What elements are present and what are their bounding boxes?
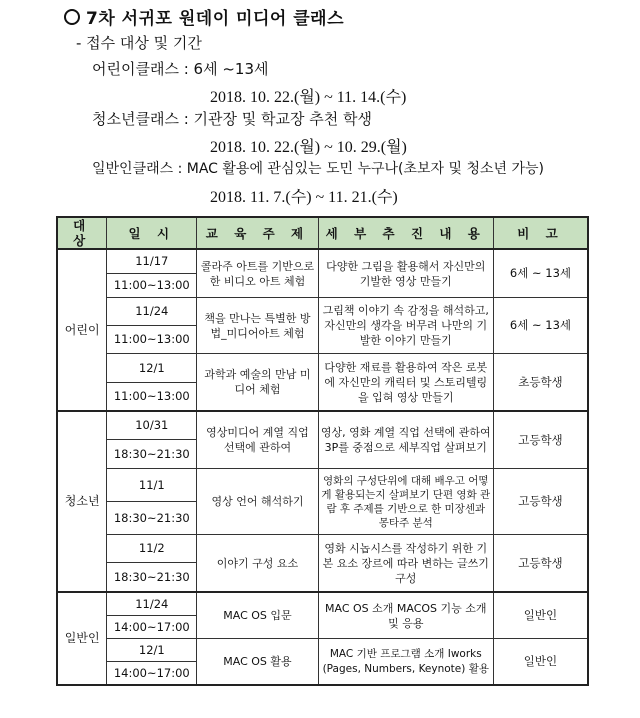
header-detail: 세 부 추 진 내 용 (318, 217, 493, 249)
category-cell: 일반인 (57, 592, 107, 685)
schedule-table (56, 216, 589, 686)
title-text: 7차 서귀포 원데이 미디어 클래스 (86, 9, 344, 29)
time-cell: 14:00~17:00 (107, 616, 197, 639)
date-cell: 11/1 (107, 469, 197, 502)
date-cell: 11/24 (107, 592, 197, 616)
detail-cell: 그림책 이야기 속 감정을 해석하고, 자신만의 생각을 버무려 나만의 기발한 이야기 만들기 (318, 298, 493, 354)
topic-cell: MAC OS 입문 (197, 592, 318, 639)
topic-cell: MAC OS 활용 (197, 639, 318, 686)
date-cell: 12/1 (107, 639, 197, 662)
eligibility-label-children: 어린이클래스 : 6세 ~13세 (92, 60, 269, 78)
note-cell: 고등학생 (493, 535, 588, 593)
time-cell: 18:30~21:30 (107, 502, 197, 535)
table-row (57, 639, 588, 662)
eligibility-period-adults: 2018. 11. 7.(수) ~ 11. 21.(수) (210, 189, 398, 206)
topic-cell: 이야기 구성 요소 (197, 535, 318, 593)
page-title (64, 4, 344, 29)
note-cell: 6세 ~ 13세 (493, 298, 588, 354)
table-row (57, 354, 588, 383)
detail-cell: 다양한 그림을 활용해서 자신만의 기발한 영상 만들기 (318, 249, 493, 298)
date-cell: 11/24 (107, 298, 197, 326)
section-subtitle: - 접수 대상 및 기간 (76, 34, 202, 52)
time-cell: 11:00~13:00 (107, 274, 197, 298)
topic-cell: 책을 만나는 특별한 방법_미디어아트 체험 (197, 298, 318, 354)
table-row (57, 298, 588, 326)
table-row (57, 249, 588, 274)
header-note: 비 고 (493, 217, 588, 249)
table-header-row (57, 217, 588, 249)
date-cell: 12/1 (107, 354, 197, 383)
topic-cell: 영상미디어 계열 직업 선택에 관하여 (197, 411, 318, 469)
note-cell: 일반인 (493, 592, 588, 639)
table-row (57, 469, 588, 502)
time-cell: 18:30~21:30 (107, 440, 197, 469)
header-datetime: 일 시 (107, 217, 197, 249)
eligibility-period-children: 2018. 10. 22.(월) ~ 11. 14.(수) (210, 89, 407, 106)
time-cell: 11:00~13:00 (107, 326, 197, 354)
detail-cell: MAC OS 소개 MACOS 기능 소개 및 응용 (318, 592, 493, 639)
detail-cell: 영상, 영화 계열 직업 선택에 관하여 3P를 중점으로 세부직업 살펴보기 (318, 411, 493, 469)
category-cell: 어린이 (57, 249, 107, 411)
detail-cell: MAC 기반 프로그램 소개 Iworks (Pages, Numbers, Keynote) 활용 (318, 639, 493, 686)
note-cell: 고등학생 (493, 469, 588, 535)
topic-cell: 과학과 예술의 만남 미디어 체험 (197, 354, 318, 412)
note-cell: 6세 ~ 13세 (493, 249, 588, 298)
date-cell: 10/31 (107, 411, 197, 440)
date-cell: 11/2 (107, 535, 197, 563)
detail-cell: 영화의 구성단위에 대해 배우고 어떻게 활용되는지 살펴보기 단편 영화 관람 후 주제를 기반으로 한 미장센과 몽타주 분석 (318, 469, 493, 535)
topic-cell: 영상 언어 해석하기 (197, 469, 318, 535)
table-row (57, 535, 588, 563)
note-cell: 초등학생 (493, 354, 588, 412)
time-cell: 11:00~13:00 (107, 383, 197, 412)
time-cell: 18:30~21:30 (107, 563, 197, 593)
note-cell: 고등학생 (493, 411, 588, 469)
time-cell: 14:00~17:00 (107, 662, 197, 686)
eligibility-label-teens: 청소년클래스 : 기관장 및 학교장 추천 학생 (92, 110, 372, 128)
table-row (57, 592, 588, 616)
eligibility-period-teens: 2018. 10. 22.(월) ~ 10. 29.(월) (210, 139, 407, 156)
detail-cell: 다양한 재료를 활용하여 작은 로봇에 자신만의 캐릭터 및 스토리텔링을 입혀 영상 만들기 (318, 354, 493, 412)
note-cell: 일반인 (493, 639, 588, 686)
detail-cell: 영화 시놉시스를 작성하기 위한 기본 요소 장르에 따라 변하는 글쓰기 구성 (318, 535, 493, 593)
header-topic: 교 육 주 제 (197, 217, 318, 249)
category-cell: 청소년 (57, 411, 107, 592)
eligibility-label-adults: 일반인클래스 : MAC 활용에 관심있는 도민 누구나(초보자 및 청소년 가능) (92, 161, 545, 177)
date-cell: 11/17 (107, 249, 197, 274)
table-row (57, 411, 588, 440)
topic-cell: 콜라주 아트를 기반으로 한 비디오 아트 체험 (197, 249, 318, 298)
header-target: 대 상 (57, 217, 107, 249)
circle-bullet-icon (64, 9, 80, 25)
